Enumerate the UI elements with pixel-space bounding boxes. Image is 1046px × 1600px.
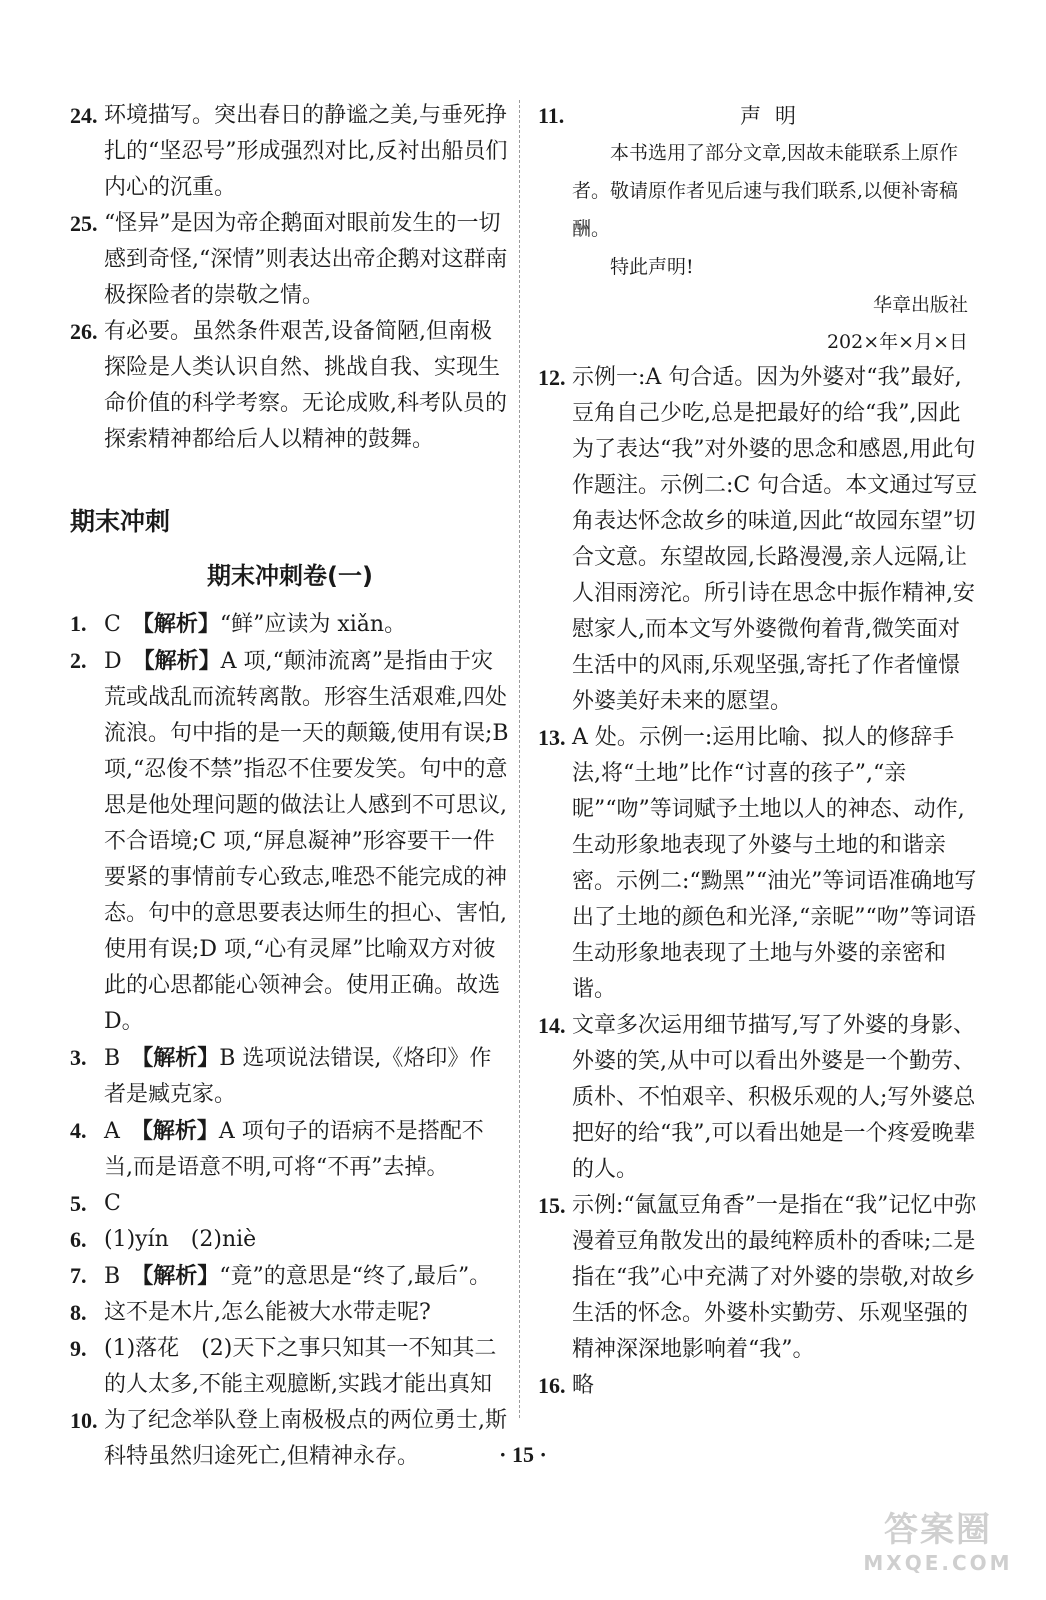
answer-item — [70, 1040, 510, 1113]
answer-text: 有必要。虽然条件艰苦,设备简陋,但南极探险是人类认识自然、挑战自我、实现生命价值的科学考察。无论成败,科考队员的探索精神都给后人以精神的鼓舞。 — [104, 319, 507, 452]
column-divider — [519, 100, 520, 1418]
item-number: 7. — [70, 1263, 87, 1288]
answer-text: 文章多次运用细节描写,写了外婆的身影、外婆的笑,从中可以看出外婆是一个勤劳、质朴、不怕艰辛、积极乐观的人;写外婆总把好的给“我”,可以看出她是一个疼爱晚辈的人。 — [572, 1013, 976, 1182]
answer-list-final-exam — [70, 606, 510, 1475]
left-column — [70, 98, 510, 1475]
answer-choice: (1)yín (2)niè — [104, 1227, 257, 1252]
answer-text: A 处。示例一:运用比喻、拟人的修辞手法,将“土地”比作“讨喜的孩子”,“亲昵”“吻”等词赋予土地以人的神态、动作,生动形象地表现了外婆与土地的和谐亲密。示例二:“黝黑”“油光”等词语准确地写出了土地的颜色和光泽,“亲昵”“吻”等词语生动形象地表现了土地与外婆的亲密和谐。 — [572, 725, 977, 1002]
answer-item — [538, 720, 978, 1008]
item-number: 5. — [70, 1191, 87, 1216]
answer-item — [538, 1188, 978, 1368]
declaration-publisher: 华章出版社 — [872, 294, 968, 316]
declaration-closing: 特此声明! — [610, 256, 694, 278]
answer-item — [538, 1368, 978, 1404]
item-number: 14. — [538, 1013, 566, 1038]
answer-choice: C — [104, 612, 121, 637]
item-number: 1. — [70, 611, 87, 636]
item-number: 3. — [70, 1045, 87, 1070]
answer-item — [70, 606, 510, 643]
answer-item — [538, 360, 978, 720]
answer-item — [70, 1295, 510, 1331]
declaration-body: 本书选用了部分文章,因故未能联系上原作者。敬请原作者见后速与我们联系,以便补寄稿酬。 — [572, 142, 959, 240]
item-number: 6. — [70, 1227, 87, 1252]
answer-text: 示例一:A 句合适。因为外婆对“我”最好,豆角自己少吃,总是把最好的给“我”,因此为了表达“我”对外婆的思念和感恩,用此句作题注。示例二:C 句合适。本文通过写豆角表达怀念故乡的味道,因此“故园东望”切合文意。东望故园,长路漫漫,亲人远隔,让人泪雨滂沱。所引诗在思念中振作精神,安慰家人,而本文写外婆微佝着背,微笑面对生活中的风雨,乐观坚强,寄托了作者憧憬外婆美好未来的愿望。 — [572, 365, 978, 714]
answer-list-unit — [70, 98, 510, 458]
item-number: 10. — [70, 1408, 98, 1433]
answer-text: “怪异”是因为帝企鹅面对眼前发生的一切感到奇怪,“深情”则表达出帝企鹅对这群南极探险者的崇敬之情。 — [104, 211, 508, 308]
paper-title: 期末冲刺卷(一) — [207, 562, 373, 590]
section-heading: 期末冲刺 — [70, 507, 171, 536]
answer-item — [70, 1258, 510, 1295]
answer-choice: C — [104, 1191, 121, 1216]
item-number: 16. — [538, 1373, 566, 1398]
watermark-url: MXQE.COM — [863, 1551, 1013, 1575]
watermark-text: 答案圈 — [884, 1510, 992, 1550]
answer-text: 环境描写。突出春日的静谧之美,与垂死挣扎的“坚忍号”形成强烈对比,反衬出船员们内心的沉重。 — [104, 103, 508, 200]
analysis-tag: 【解析】 — [142, 1263, 220, 1289]
analysis-tag: 【解析】 — [142, 1045, 220, 1071]
answer-item — [70, 643, 510, 1040]
item-number: 11. — [538, 103, 565, 128]
item-number: 13. — [538, 725, 566, 750]
answer-text: 示例:“氤氲豆角香”一是指在“我”记忆中弥漫着豆角散发出的最纯粹质朴的香味;二是指在“我”心中充满了对外婆的崇敬,对故乡生活的怀念。外婆朴实勤劳、乐观坚强的精神深深地影响着“我”。 — [572, 1193, 977, 1362]
answer-item — [70, 1222, 510, 1258]
answer-text: A 项,“颠沛流离”是指由于灾荒或战乱而流转离散。形容生活艰难,四处流浪。句中指的是一天的颠簸,使用有误;B 项,“忍俊不禁”指忍不住要发笑。句中的意思是他处理问题的做法让人感到不可思议,不合语境;C 项,“屏息凝神”形容要干一件要紧的事情前专心致志,唯恐不能完成的神态。句中的意思要表达师生的担心、害怕,使用有误;D 项,“心有灵犀”比喻双方对彼此的心思都能心领神会。使用正确。故选 D。 — [104, 649, 509, 1034]
item-number: 12. — [538, 365, 566, 390]
item-number: 25. — [70, 211, 98, 236]
item-number: 26. — [70, 319, 98, 344]
answer-text: 略 — [572, 1373, 595, 1398]
answer-item — [70, 206, 510, 314]
answer-item — [70, 1331, 510, 1403]
answer-item — [70, 1113, 510, 1186]
declaration-date: 202×年×月×日 — [826, 331, 968, 353]
item-number: 4. — [70, 1118, 87, 1143]
answer-text: “竟”的意思是“终了,最后”。 — [219, 1264, 492, 1289]
answer-item — [538, 1008, 978, 1188]
answer-choice: A — [104, 1119, 120, 1144]
answer-text: A 项句子的语病不是搭配不当,而是语意不明,可将“不再”去掉。 — [104, 1119, 484, 1180]
analysis-tag: 【解析】 — [142, 611, 220, 637]
answer-choice: D — [104, 649, 122, 674]
answer-item — [70, 1186, 510, 1222]
item-number: 24. — [70, 103, 98, 128]
item-number: 2. — [70, 648, 87, 673]
answer-text: 为了纪念举队登上南极极点的两位勇士,斯科特虽然归途死亡,但精神永存。 — [104, 1408, 507, 1469]
answer-item — [70, 98, 510, 206]
answer-list-right — [538, 360, 978, 1404]
analysis-tag: 【解析】 — [141, 1118, 219, 1144]
answer-item — [70, 314, 510, 458]
item-number: 8. — [70, 1300, 87, 1325]
item-number: 15. — [538, 1193, 566, 1218]
page-number: · 15 · — [499, 1442, 547, 1467]
right-column — [538, 98, 978, 1404]
item-number: 9. — [70, 1336, 87, 1361]
declaration-block — [538, 98, 978, 360]
analysis-tag: 【解析】 — [143, 648, 221, 674]
answer-choice: B — [104, 1264, 121, 1289]
answer-text: 这不是木片,怎么能被大水带走呢? — [104, 1300, 431, 1325]
answer-text: “鲜”应读为 xiǎn。 — [219, 612, 407, 637]
watermark-logo — [848, 1510, 1028, 1582]
answer-text: (1)落花 (2)天下之事只知其一不知其二的人太多,不能主观臆断,实践才能出真知 — [104, 1336, 497, 1397]
answer-choice: B — [104, 1046, 121, 1071]
declaration-title: 声明 — [740, 104, 810, 128]
answer-text: B 选项说法错误,《烙印》作者是臧克家。 — [104, 1046, 492, 1107]
